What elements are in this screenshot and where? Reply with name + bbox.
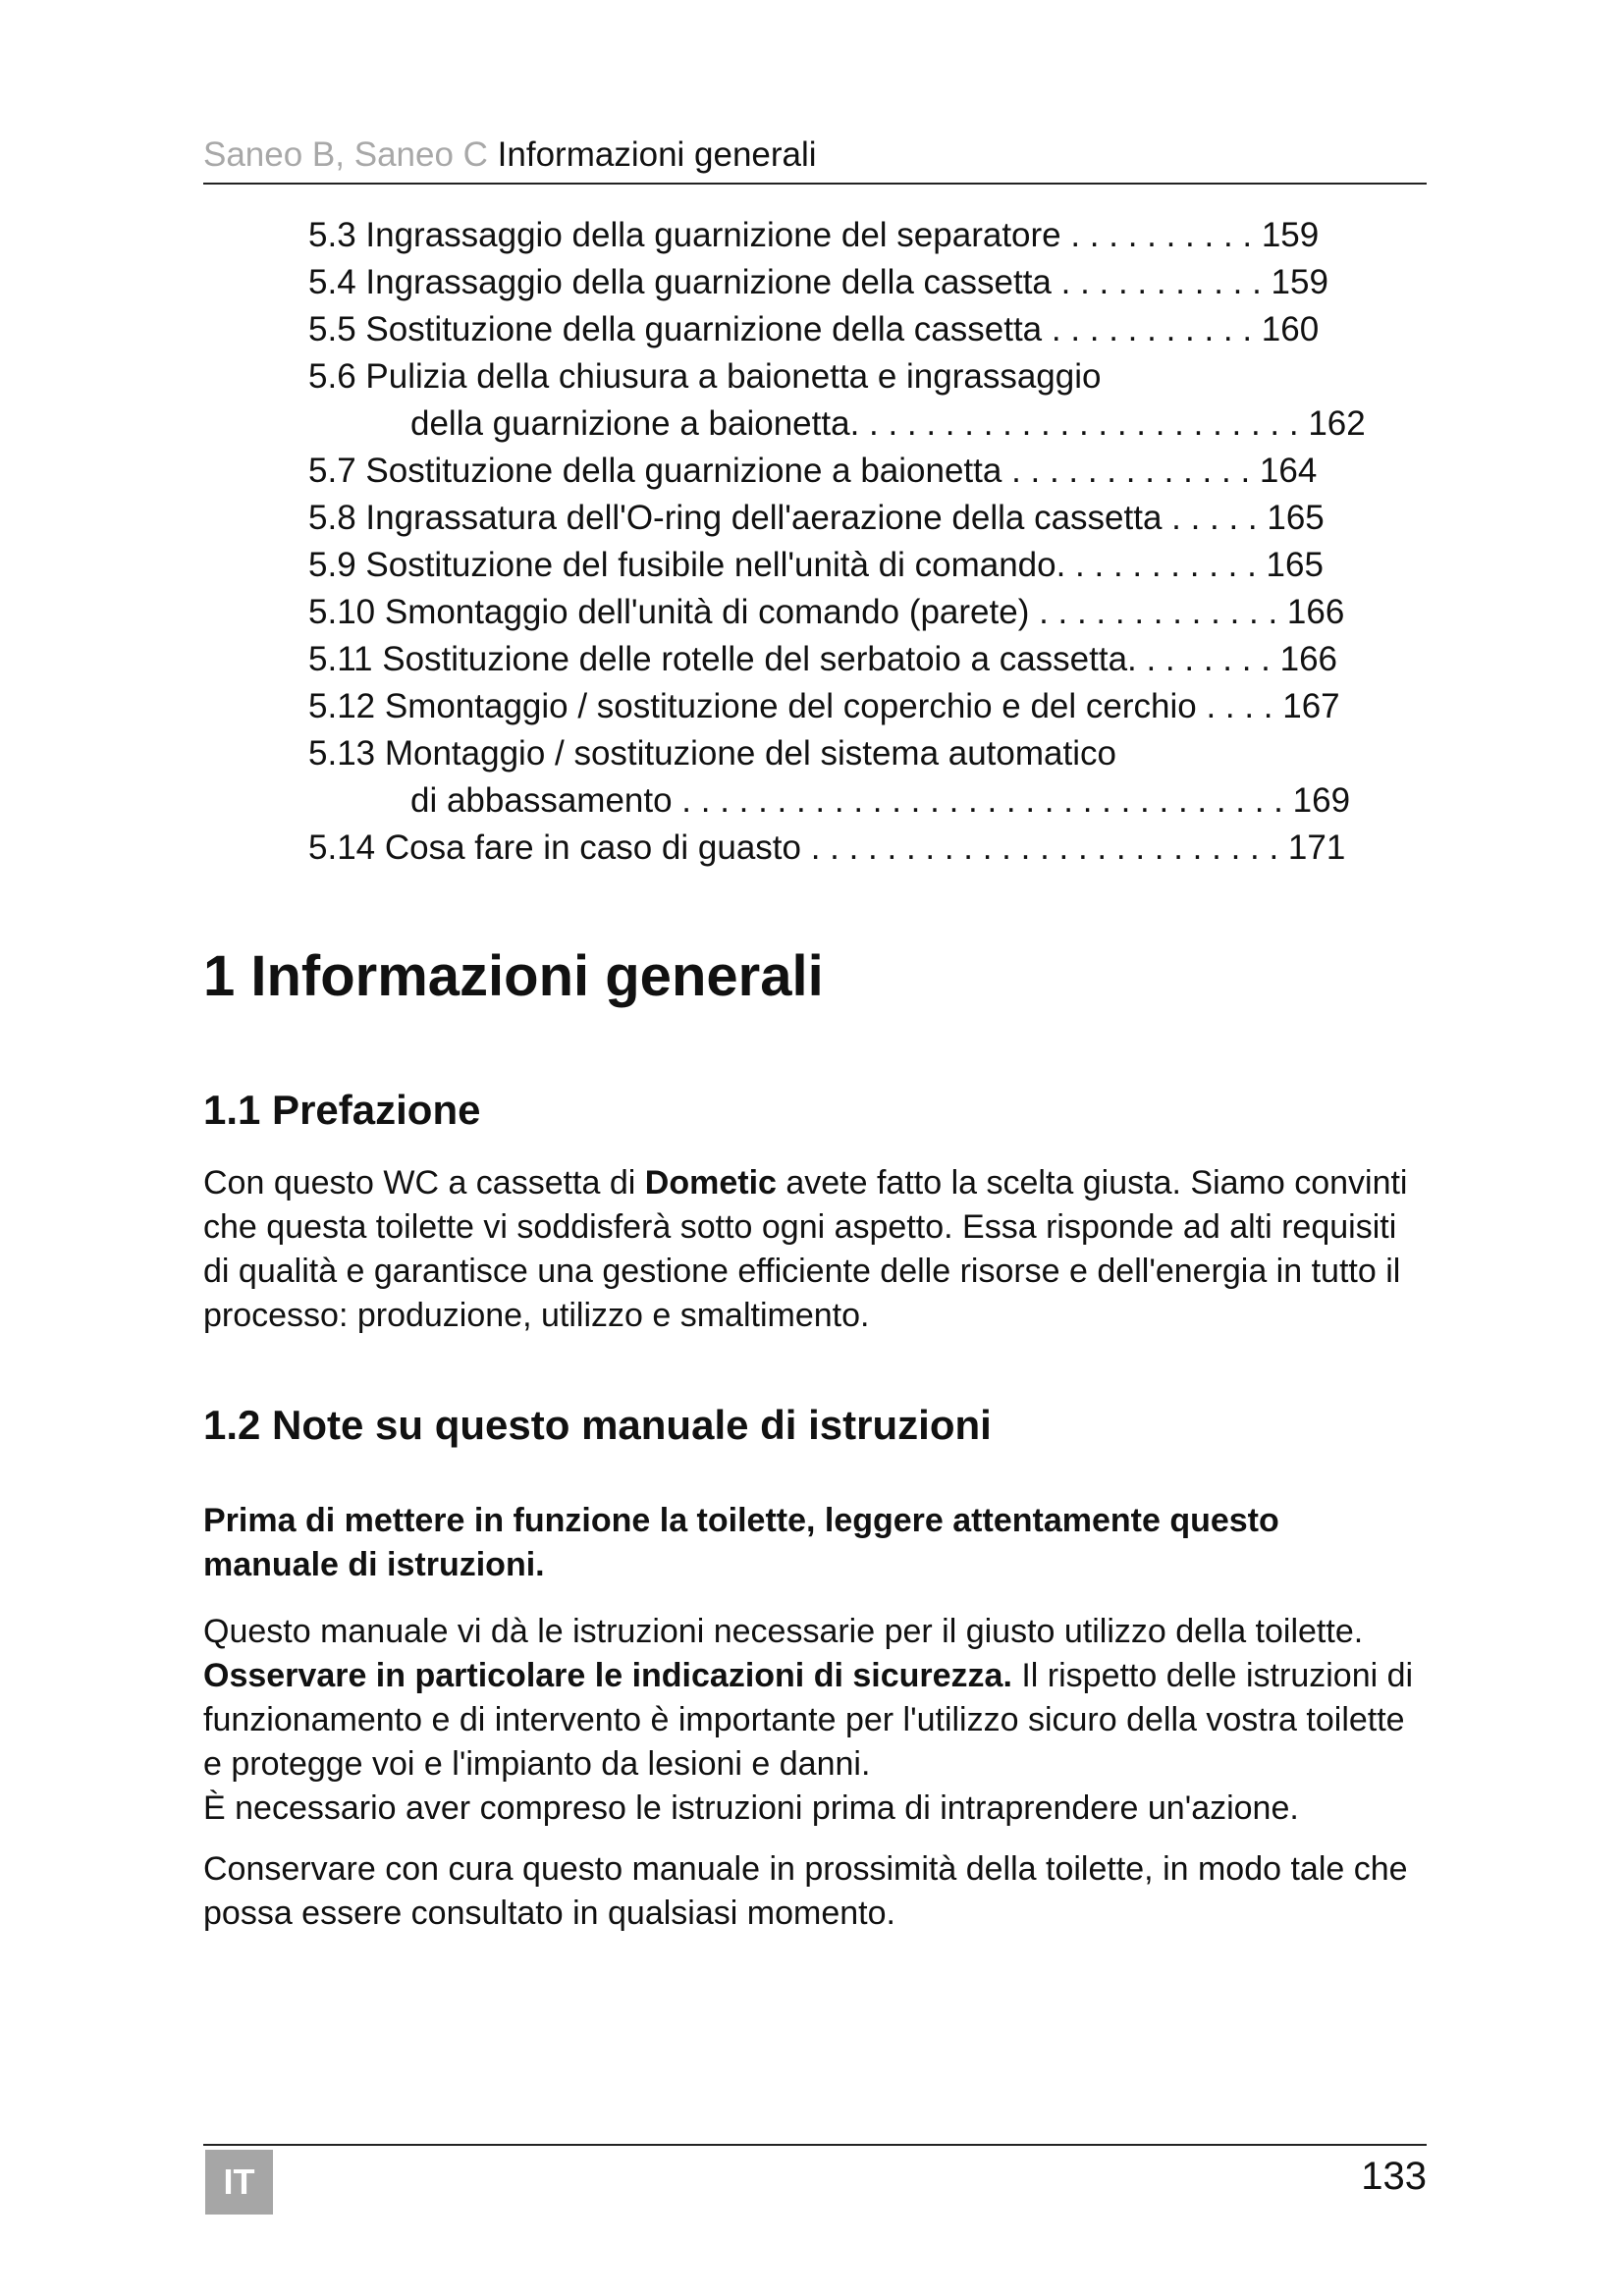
toc-entry-text: 5.8 Ingrassatura dell'O-ring dell'aerazione della cassetta . . . . . 165 (308, 499, 1325, 537)
toc-entry-text: 5.10 Smontaggio dell'unità di comando (parete) . . . . . . . . . . . . . 166 (308, 593, 1345, 631)
toc-entry-text: 5.11 Sostituzione delle rotelle del serbatoio a cassetta. . . . . . . . 166 (308, 640, 1338, 678)
language-badge: IT (205, 2150, 273, 2215)
safety-emphasis: Osservare in particolare le indicazioni di sicurezza. (203, 1657, 1012, 1694)
prefazione-paragraph (203, 1161, 1431, 1338)
text-run: Con questo WC a cassetta di (203, 1164, 645, 1201)
toc-entry[interactable] (308, 542, 1428, 589)
table-of-contents (308, 212, 1428, 872)
toc-entry[interactable] (308, 259, 1428, 306)
page-number: 133 (1361, 2155, 1427, 2198)
toc-entry[interactable] (308, 212, 1428, 259)
toc-entry[interactable] (308, 589, 1428, 636)
toc-entry-text: 5.14 Cosa fare in caso di guasto . . . . . . . . . . . . . . . . . . . . . . . . . 171 (308, 828, 1346, 867)
header-rule (203, 183, 1427, 185)
chapter-title: 1 Informazioni generali (203, 944, 824, 1008)
storage-paragraph: Conservare con cura questo manuale in prossimità della toilette, in modo tale che possa essere consultato in qualsiasi momento. (203, 1850, 1408, 1932)
toc-entry-text: 5.13 Montaggio / sostituzione del sistema automatico (308, 734, 1116, 773)
section-title-prefazione: 1.1 Prefazione (203, 1087, 481, 1133)
header-section: Informazioni generali (497, 135, 817, 174)
warning-paragraph: Prima di mettere in funzione la toilette, leggere attentamente questo manuale di istruzioni. (203, 1502, 1279, 1583)
toc-entry[interactable] (308, 353, 1428, 448)
toc-entry[interactable] (308, 448, 1428, 495)
running-header (203, 133, 1427, 177)
text-run: È necessario aver compreso le istruzioni prima di intraprendere un'azione. (203, 1789, 1299, 1827)
toc-entry-text: 5.5 Sostituzione della guarnizione della cassetta . . . . . . . . . . . 160 (308, 310, 1320, 348)
text-run: Questo manuale vi dà le istruzioni necessarie per il giusto utilizzo della toilette. (203, 1613, 1364, 1650)
brand-name: Dometic (644, 1164, 777, 1201)
toc-entry[interactable] (308, 495, 1428, 542)
instructions-paragraph (203, 1610, 1431, 1831)
toc-entry-text: 5.3 Ingrassaggio della guarnizione del separatore . . . . . . . . . . 159 (308, 216, 1320, 254)
toc-entry[interactable] (308, 306, 1428, 353)
toc-entry-text: 5.9 Sostituzione del fusibile nell'unità di comando. . . . . . . . . . . 165 (308, 546, 1324, 584)
header-product: Saneo B, Saneo C (203, 135, 488, 174)
toc-entry-continuation: della guarnizione a baionetta. . . . . . . . . . . . . . . . . . . . . . . . 162 (410, 404, 1366, 443)
toc-entry[interactable] (308, 730, 1428, 825)
toc-entry-text: 5.7 Sostituzione della guarnizione a baionetta . . . . . . . . . . . . . 164 (308, 452, 1318, 490)
footer-rule (203, 2144, 1427, 2146)
text-run: Il rispetto delle istruzioni di funzionamento e di intervento è importante per l'utilizzo sicuro della vostra toilette e protegge voi e l'impianto da lesioni e danni. (203, 1657, 1414, 1783)
toc-entry[interactable] (308, 683, 1428, 730)
section-title-note: 1.2 Note su questo manuale di istruzioni (203, 1402, 992, 1448)
toc-entry-continuation: di abbassamento . . . . . . . . . . . . . . . . . . . . . . . . . . . . . . . . 169 (410, 781, 1351, 820)
toc-entry[interactable] (308, 636, 1428, 683)
text-run: avete fatto la scelta giusta. Siamo convinti che questa toilette vi soddisferà sotto ogni aspetto. Essa risponde ad alti requisiti di qualità e garantisce una gestione efficiente delle risorse e dell'energia in tutto il processo: produzione, utilizzo e smaltimento. (203, 1164, 1408, 1334)
toc-entry-text: 5.4 Ingrassaggio della guarnizione della cassetta . . . . . . . . . . . 159 (308, 263, 1328, 301)
toc-entry[interactable] (308, 825, 1428, 872)
toc-entry-text: 5.6 Pulizia della chiusura a baionetta e ingrassaggio (308, 357, 1102, 396)
toc-entry-text: 5.12 Smontaggio / sostituzione del coperchio e del cerchio . . . . 167 (308, 687, 1340, 725)
